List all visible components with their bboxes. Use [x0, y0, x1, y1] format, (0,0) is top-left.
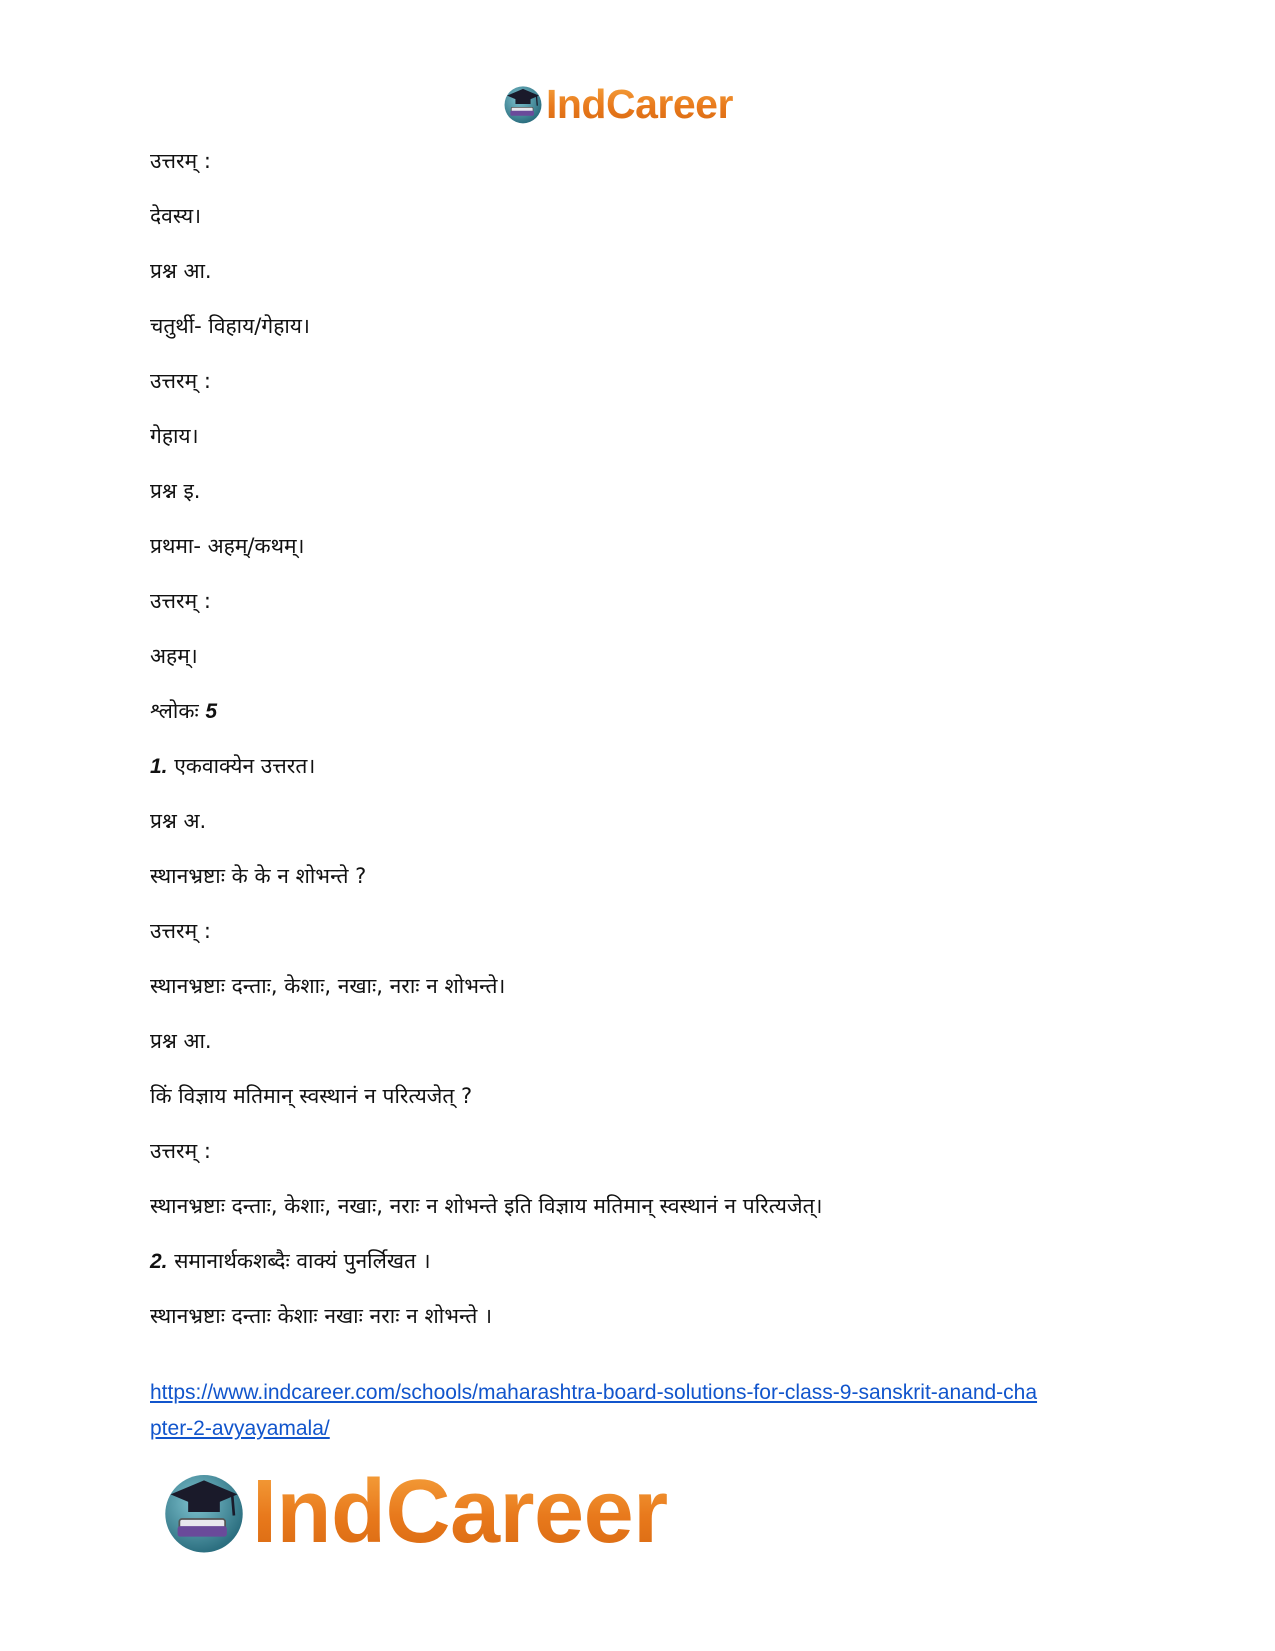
answer-text: स्थानभ्रष्टाः दन्ताः, केशाः, नखाः, नराः न शोभन्ते। — [150, 974, 506, 998]
answer-label: उत्तरम् : — [150, 369, 211, 393]
answer-text: अहम्। — [150, 644, 198, 668]
shloka-heading: श्लोकः 5 — [150, 699, 218, 723]
answer-label: उत्तरम् : — [150, 589, 211, 613]
answer-text: स्थानभ्रष्टाः दन्ताः केशाः नखाः नराः न शोभन्ते । — [150, 1304, 493, 1328]
question-label: प्रश्न आ. — [150, 259, 212, 283]
answer-label: उत्तरम् : — [150, 149, 211, 173]
answer-text: देवस्य। — [150, 204, 202, 228]
graduation-cap-globe-icon — [160, 1468, 248, 1556]
source-link-line-1[interactable]: https://www.indcareer.com/schools/maharashtra-board-solutions-for-class-9-sanskrit-anand-cha — [150, 1381, 1038, 1404]
question-text: स्थानभ्रष्टाः के के न शोभन्ते ? — [150, 864, 367, 888]
answer-text: स्थानभ्रष्टाः दन्ताः, केशाः, नखाः, नराः न शोभन्ते इति विज्ञाय मतिमान् स्वस्थानं न परित्यजेत्। — [150, 1194, 823, 1218]
footer-logo — [160, 1462, 668, 1562]
brand-wordmark: IndCareer — [546, 80, 733, 127]
graduation-cap-globe-icon — [502, 83, 544, 125]
question-text: प्रथमा- अहम्/कथम्। — [150, 534, 305, 558]
brand-wordmark: IndCareer — [252, 1462, 668, 1562]
exercise-heading: 1. एकवाक्येन उत्तरत। — [150, 754, 316, 778]
header-logo — [502, 80, 733, 128]
source-link-line-2[interactable]: pter-2-avyayamala/ — [150, 1417, 330, 1440]
answer-text: गेहाय। — [150, 424, 199, 448]
question-text: चतुर्थी- विहाय/गेहाय। — [150, 314, 310, 338]
question-label: प्रश्न आ. — [150, 1029, 212, 1053]
document-body — [150, 145, 1150, 1355]
source-link[interactable] — [150, 1375, 1130, 1447]
exercise-heading: 2. समानार्थकशब्दैः वाक्यं पुनर्लिखत । — [150, 1249, 431, 1273]
answer-label: उत्तरम् : — [150, 1139, 211, 1163]
question-text: किं विज्ञाय मतिमान् स्वस्थानं न परित्यजेत् ? — [150, 1084, 473, 1108]
question-label: प्रश्न इ. — [150, 479, 201, 503]
question-label: प्रश्न अ. — [150, 809, 207, 833]
answer-label: उत्तरम् : — [150, 919, 211, 943]
